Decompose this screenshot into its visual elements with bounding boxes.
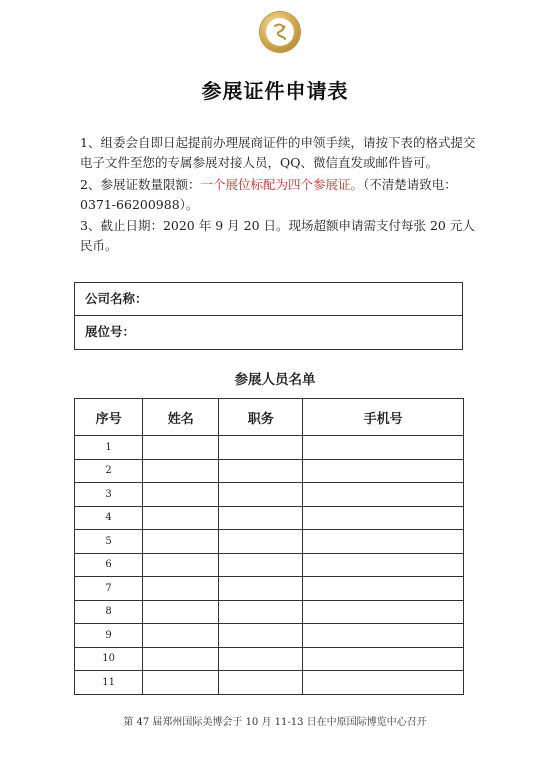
row-index: 3 — [75, 483, 143, 507]
booth-number-label: 展位号： — [85, 324, 136, 339]
position-cell[interactable] — [219, 577, 303, 601]
note-1: 1、组委会自即日起提前办理展商证件的申领手续，请按下表的格式提交电子文件至您的专属参展对接人员，QQ、微信直发或邮件皆可。 — [80, 135, 476, 170]
row-index: 9 — [75, 624, 143, 648]
header-phone: 手机号 — [303, 399, 464, 436]
row-index: 10 — [75, 647, 143, 671]
phone-cell[interactable] — [303, 436, 464, 460]
position-cell[interactable] — [219, 553, 303, 577]
phone-cell[interactable] — [303, 647, 464, 671]
row-index: 4 — [75, 506, 143, 530]
table-row — [75, 647, 464, 671]
row-index: 8 — [75, 600, 143, 624]
position-cell[interactable] — [219, 624, 303, 648]
position-cell[interactable] — [219, 459, 303, 483]
header-index: 序号 — [75, 399, 143, 436]
phone-cell[interactable] — [303, 530, 464, 554]
position-cell[interactable] — [219, 600, 303, 624]
table-row — [75, 600, 464, 624]
table-row — [75, 459, 464, 483]
table-header-row — [75, 399, 464, 436]
table-row — [75, 506, 464, 530]
row-index: 5 — [75, 530, 143, 554]
company-name-field[interactable] — [75, 283, 462, 316]
position-cell[interactable] — [219, 506, 303, 530]
position-cell[interactable] — [219, 671, 303, 695]
note-3: 3、截止日期：2020 年 9 月 20 日。现场超额申请需支付每张 20 元人民币。 — [80, 218, 475, 253]
footer-note: 第 47 届郑州国际美博会于 10 月 11-13 日在中原国际博览中心召开 — [123, 717, 427, 728]
name-cell[interactable] — [143, 553, 219, 577]
name-cell[interactable] — [143, 671, 219, 695]
row-index: 1 — [75, 436, 143, 460]
table-row — [75, 624, 464, 648]
name-cell[interactable] — [143, 624, 219, 648]
row-index: 11 — [75, 671, 143, 695]
name-cell[interactable] — [143, 577, 219, 601]
page-title: 参展证件申请表 — [201, 79, 349, 103]
phone-cell[interactable] — [303, 483, 464, 507]
row-index: 7 — [75, 577, 143, 601]
table-row — [75, 530, 464, 554]
name-cell[interactable] — [143, 600, 219, 624]
booth-number-field[interactable] — [75, 316, 462, 349]
note-2-highlight: 一个展位标配为四个参展证。 — [200, 177, 363, 192]
expo-emblem-icon — [260, 12, 300, 52]
header-name: 姓名 — [143, 399, 219, 436]
phone-cell[interactable] — [303, 577, 464, 601]
name-cell[interactable] — [143, 436, 219, 460]
phone-cell[interactable] — [303, 671, 464, 695]
position-cell[interactable] — [219, 436, 303, 460]
note-2 — [80, 175, 480, 215]
roster-table — [74, 398, 464, 695]
position-cell[interactable] — [219, 483, 303, 507]
note-2-prefix: 2、参展证数量限额： — [80, 177, 201, 192]
table-row — [75, 577, 464, 601]
phone-cell[interactable] — [303, 553, 464, 577]
roster-title: 参展人员名单 — [234, 372, 316, 388]
table-row — [75, 553, 464, 577]
company-name-label: 公司名称： — [85, 291, 148, 306]
phone-cell[interactable] — [303, 600, 464, 624]
name-cell[interactable] — [143, 459, 219, 483]
table-row — [75, 671, 464, 695]
row-index: 6 — [75, 553, 143, 577]
name-cell[interactable] — [143, 483, 219, 507]
header-position: 职务 — [219, 399, 303, 436]
row-index: 2 — [75, 459, 143, 483]
phone-cell[interactable] — [303, 459, 464, 483]
position-cell[interactable] — [219, 647, 303, 671]
name-cell[interactable] — [143, 647, 219, 671]
phone-cell[interactable] — [303, 624, 464, 648]
note-2-suffix: （不清楚请致电：0371-66200988）。 — [80, 177, 457, 212]
phone-cell[interactable] — [303, 506, 464, 530]
name-cell[interactable] — [143, 530, 219, 554]
table-row — [75, 436, 464, 460]
name-cell[interactable] — [143, 506, 219, 530]
company-info-box — [74, 282, 463, 350]
position-cell[interactable] — [219, 530, 303, 554]
table-row — [75, 483, 464, 507]
